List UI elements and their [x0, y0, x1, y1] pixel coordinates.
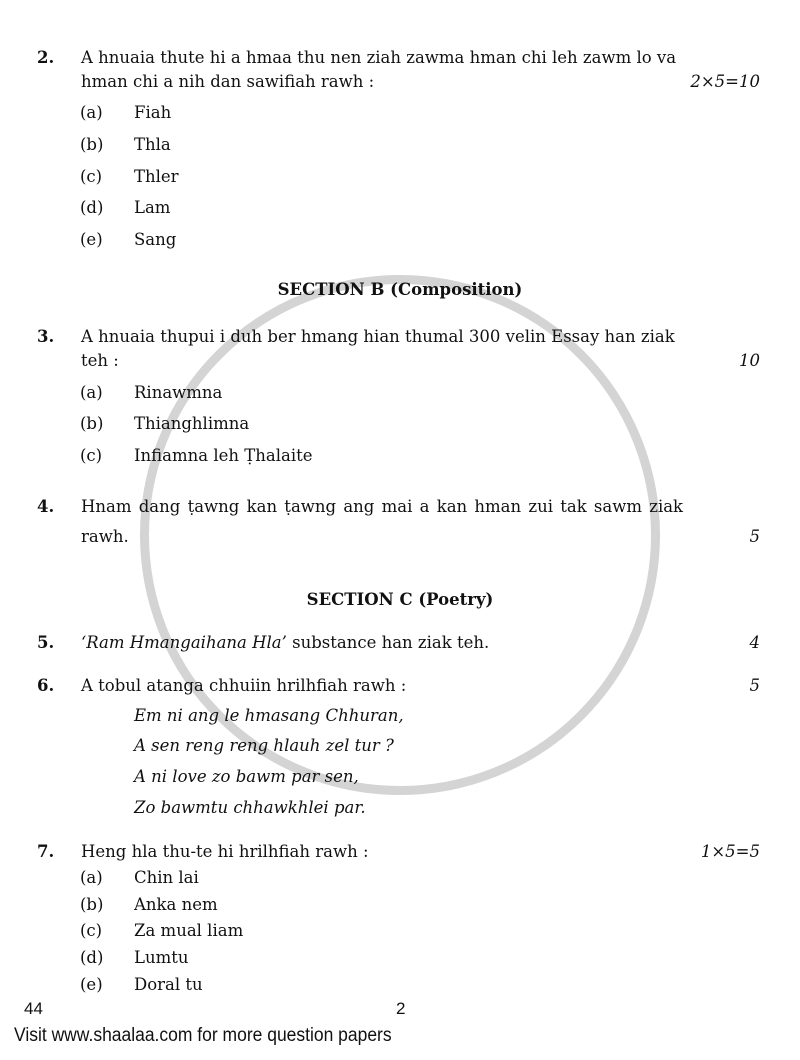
q7-option-label: (d) — [80, 948, 104, 967]
q2-option-label: (b) — [80, 135, 104, 154]
q7-option-label: (b) — [80, 895, 104, 914]
poem-line: Zo bawmtu chhawkhlei par. — [134, 798, 366, 817]
section-c-heading: SECTION C (Poetry) — [306, 590, 494, 609]
poem-line: A ni love zo bawm par sen, — [134, 767, 359, 786]
q3-option-label: (a) — [80, 383, 103, 402]
q6-marks: 5 — [749, 676, 760, 695]
q4-number: 4. — [37, 497, 55, 516]
q7-text: Heng hla thu-te hi hrilhfiah rawh : — [81, 842, 369, 861]
q2-number: 2. — [37, 48, 55, 67]
q4-marks: 5 — [749, 527, 760, 546]
paper-code: 44 — [24, 999, 43, 1018]
q7-option-text: Za mual liam — [134, 921, 244, 940]
q5-poem-title: ‘Ram Hmangaihana Hla’ — [81, 633, 287, 652]
q4-line2: rawh. — [81, 527, 129, 546]
q5-number: 5. — [37, 633, 55, 652]
q7-option-label: (e) — [80, 975, 103, 994]
q2-option-text: Sang — [134, 230, 177, 249]
page-number: 2 — [396, 999, 406, 1018]
q3-option-text: Rinawmna — [134, 383, 223, 402]
q2-option-text: Fiah — [134, 103, 172, 122]
q2-option-text: Thler — [134, 167, 179, 186]
q6-number: 6. — [37, 676, 55, 695]
q6-text: A tobul atanga chhuiin hrilhfiah rawh : — [81, 676, 407, 695]
q3-option-label: (c) — [80, 446, 103, 465]
q3-number: 3. — [37, 327, 55, 346]
q5-text — [81, 632, 489, 654]
q7-option-text: Doral tu — [134, 975, 203, 994]
q2-option-label: (a) — [80, 103, 103, 122]
visit-link[interactable]: Visit www.shaalaa.com for more question papers — [14, 1025, 392, 1046]
q2-option-label: (c) — [80, 167, 103, 186]
q3-option-text: Thianghlimna — [134, 414, 250, 433]
q2-marks: 2×5=10 — [690, 72, 760, 91]
q7-option-text: Anka nem — [134, 895, 218, 914]
poem-line: A sen reng reng hlauh zel tur ? — [134, 736, 394, 755]
q5-marks: 4 — [749, 633, 760, 652]
q3-line1: A hnuaia thupui i duh ber hmang hian thumal 300 velin Essay han ziak — [81, 327, 675, 346]
q7-number: 7. — [37, 842, 55, 861]
q7-option-text: Lumtu — [134, 948, 189, 967]
q2-line1: A hnuaia thute hi a hmaa thu nen ziah zawma hman chi leh zawm lo va — [81, 48, 677, 67]
q3-option-text: Infiamna leh Ṭhalaite — [134, 446, 313, 465]
q2-option-text: Lam — [134, 198, 171, 217]
q2-line2: hman chi a nih dan sawifiah rawh : — [81, 72, 375, 91]
q5-rest: substance han ziak teh. — [286, 633, 490, 652]
q3-option-label: (b) — [80, 414, 104, 433]
q7-marks: 1×5=5 — [700, 842, 760, 861]
q7-option-text: Chin lai — [134, 868, 199, 887]
q2-option-text: Thla — [134, 135, 171, 154]
q7-option-label: (c) — [80, 921, 103, 940]
q4-line1: Hnam dang ṭawng kan ṭawng ang mai a kan hman zui tak sawm ziak — [81, 497, 684, 516]
q3-line2: teh : — [81, 351, 119, 370]
q2-option-label: (d) — [80, 198, 104, 217]
q3-marks: 10 — [739, 351, 760, 370]
q2-option-label: (e) — [80, 230, 103, 249]
q7-option-label: (a) — [80, 868, 103, 887]
poem-line: Em ni ang le hmasang Chhuran, — [134, 706, 404, 725]
section-b-heading: SECTION B (Composition) — [277, 280, 523, 299]
